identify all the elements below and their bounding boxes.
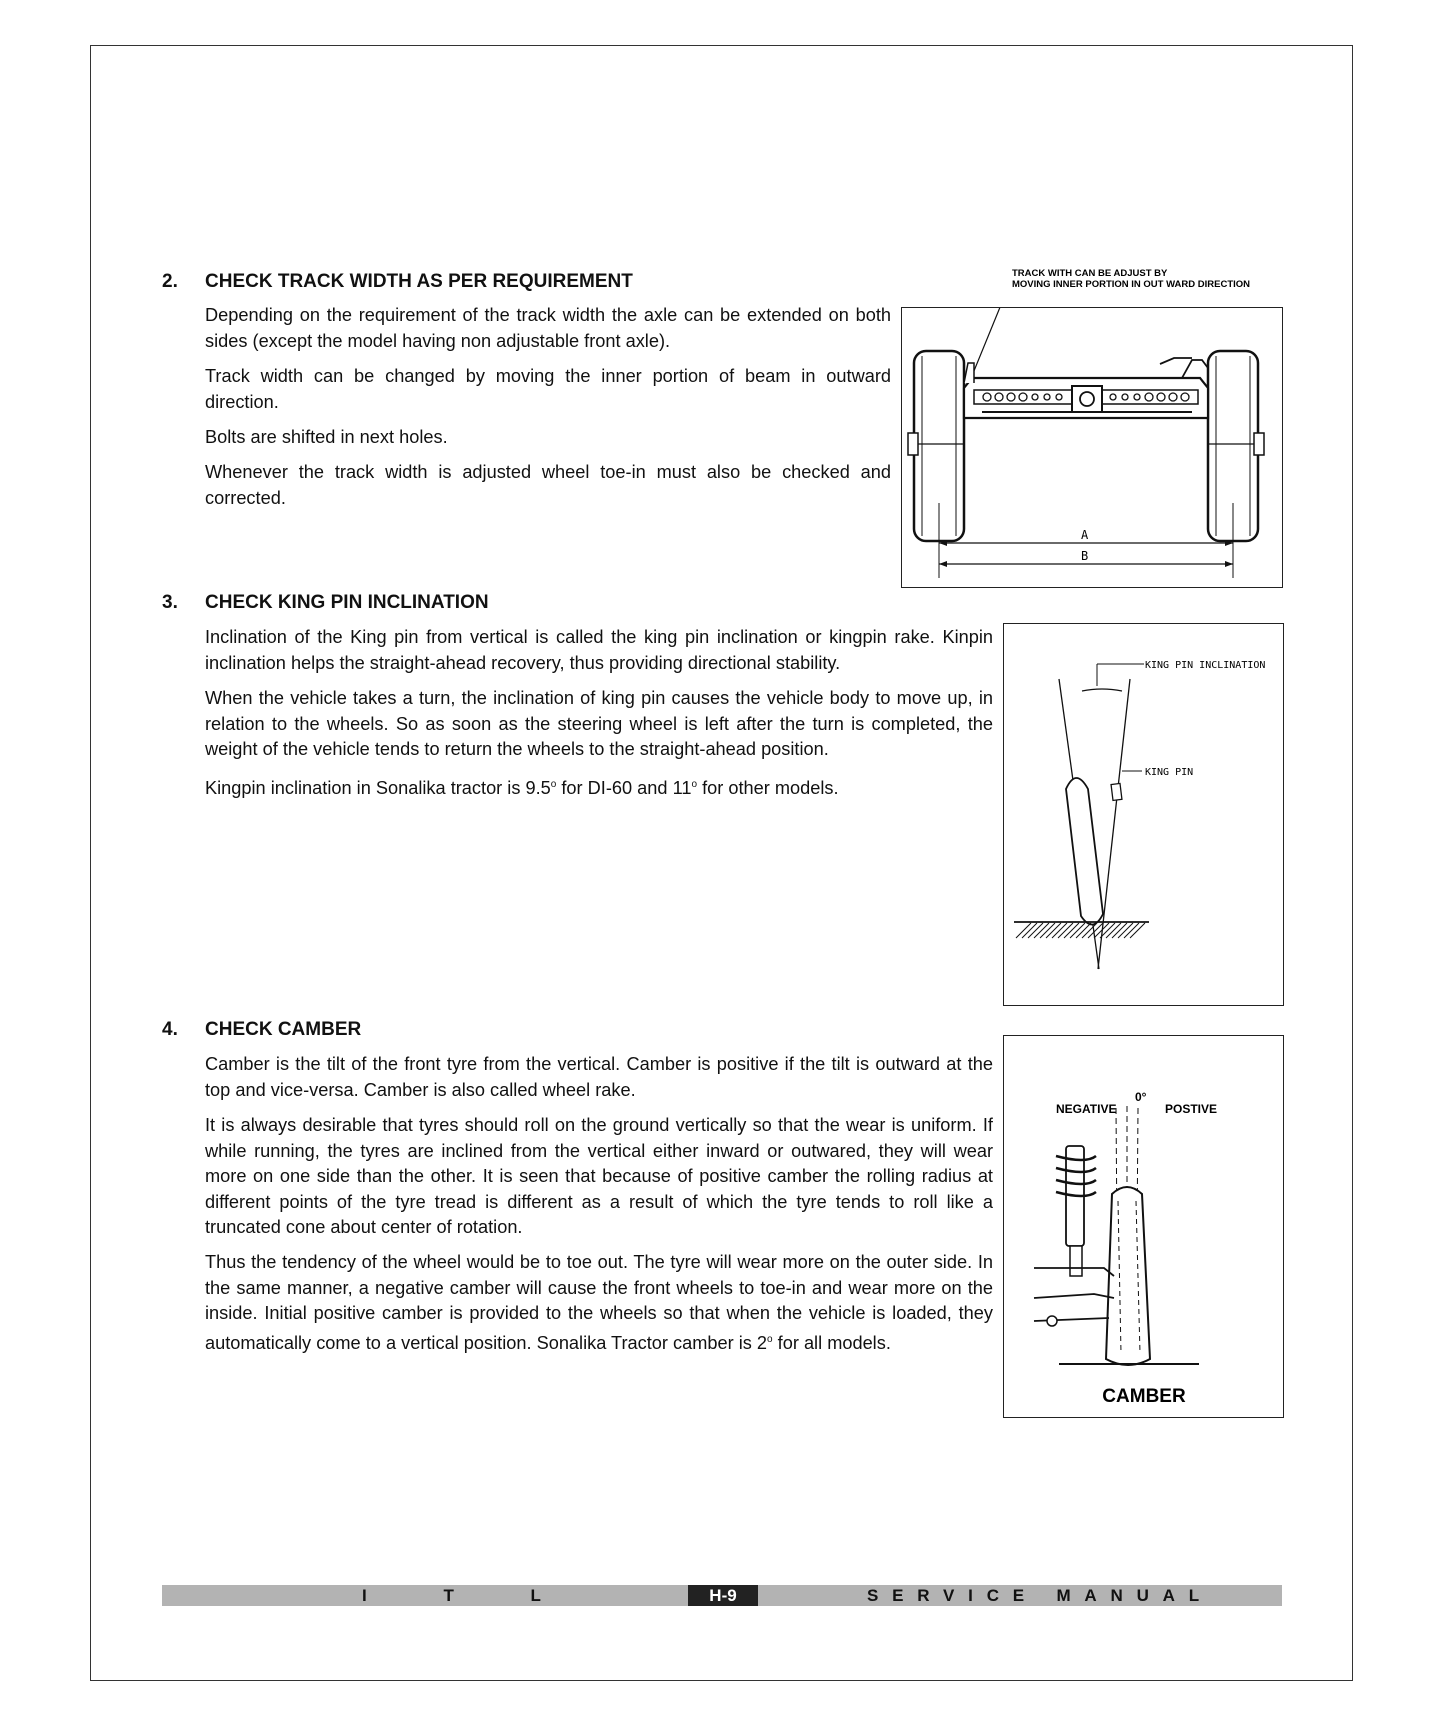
negative-label: NEGATIVE	[1056, 1102, 1117, 1116]
footer-company: I T L	[362, 1586, 577, 1605]
king-pin-inclination-label: KING PIN INCLINATION	[1145, 660, 1266, 671]
front-axle-drawing	[902, 308, 1282, 587]
axle-note-line2: MOVING INNER PORTION IN OUT WARD DIRECTION	[1012, 279, 1251, 290]
king-pin-drawing	[1004, 624, 1283, 1005]
wheel-profile	[1066, 778, 1103, 925]
camber-drawing	[1004, 1036, 1283, 1417]
section-3-number: 3.	[162, 592, 178, 613]
dimension-b-label: B	[1081, 549, 1089, 563]
section-4-paragraph-3: Thus the tendency of the wheel would be to toe out. The tyre will wear more on the outer side. In the same manner, a negative camber will cause the front wheels to toe-in and wear more on the inside. Initial positive camber is provided to the wheels so that when the vehicle is loaded, they automatically come to a vertical position. Sonalika Tractor camber is 2$^o$ for all models.	[205, 1252, 993, 1353]
section-4-number: 4.	[162, 1019, 178, 1040]
zero-degree-label: 0°	[1135, 1090, 1147, 1104]
section-3-paragraph-1: Inclination of the King pin from vertical is called the king pin inclination or kingpin rake. Kinpin inclination helps the straight-ahead recovery, thus providing directional stability.	[205, 627, 993, 673]
section-2-paragraph-4: Whenever the track width is adjusted wheel toe-in must also be checked and corrected.	[205, 462, 891, 508]
section-3-heading: CHECK KING PIN INCLINATION	[205, 592, 489, 613]
footer-bar	[162, 1585, 1282, 1606]
front-axle-figure	[901, 307, 1283, 588]
king-pin-figure	[1003, 623, 1284, 1006]
camber-caption: CAMBER	[1102, 1386, 1186, 1407]
section-2-paragraph-1: Depending on the requirement of the track width the axle can be extended on both sides (except the model having non adjustable front axle).	[205, 305, 891, 351]
camber-figure	[1003, 1035, 1284, 1418]
axle-note	[1010, 266, 1290, 296]
section-3-paragraph-2: When the vehicle takes a turn, the inclination of king pin causes the vehicle body to move up, in relation to the wheels. So as soon as the steering wheel is left after the turn is completed, the weight of the vehicle tends to return the wheels to the straight-ahead position.	[205, 688, 993, 759]
axle-note-line1: TRACK WITH CAN BE ADJUST BY	[1012, 268, 1168, 279]
section-4-paragraph-2: It is always desirable that tyres should roll on the ground vertically so that the wear is uniform. If while running, the tyres are inclined from the vertical either inward or outwared, they will wear more on one side than the other. It is seen that because of positive camber the rolling radius at different points of the tyre tread is different as a result of which the tyre tends to roll like a truncated cone about center of rotation.	[205, 1115, 993, 1237]
king-pin-label: KING PIN	[1145, 767, 1194, 778]
section-3-paragraph-3: Kingpin inclination in Sonalika tractor is 9.5$^o$ for DI-60 and 11$^o$ for other models.	[205, 778, 839, 799]
footer-manual-title: SERVICE MANUAL	[867, 1586, 1213, 1605]
page-number: H-9	[688, 1585, 758, 1606]
section-4-paragraph-1: Camber is the tilt of the front tyre from the vertical. Camber is positive if the tilt is outward at the top and vice-versa. Camber is also called wheel rake.	[205, 1054, 993, 1100]
positive-label: POSTIVE	[1165, 1102, 1218, 1116]
section-2-heading: CHECK TRACK WIDTH AS PER REQUIREMENT	[205, 271, 633, 292]
dimension-a-label: A	[1081, 528, 1089, 542]
section-2-paragraph-2: Track width can be changed by moving the inner portion of beam in outward direction.	[205, 366, 891, 412]
section-2-paragraph-3: Bolts are shifted in next holes.	[205, 427, 448, 447]
section-2-number: 2.	[162, 271, 178, 292]
section-4-heading: CHECK CAMBER	[205, 1019, 362, 1040]
